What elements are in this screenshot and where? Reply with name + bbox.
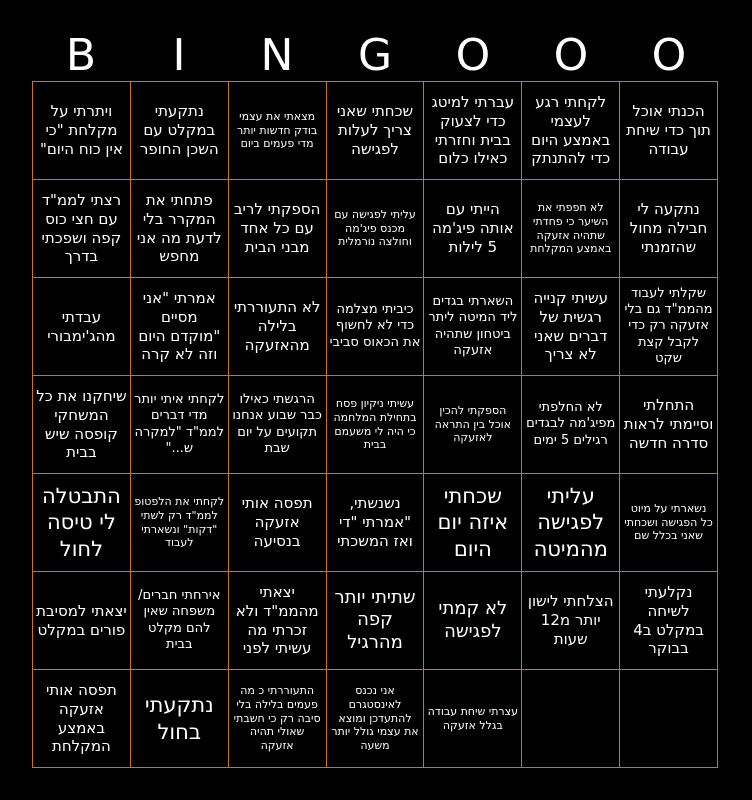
header-letter: O: [651, 30, 687, 81]
bingo-cell[interactable]: תפסה אותי אזעקה בנסיעה: [228, 474, 326, 572]
bingo-cell[interactable]: עשיתי ניקיון פסח בתחילת המלחמה כי היה לי משעמם בבית: [326, 376, 424, 474]
bingo-cell[interactable]: נשנשתי, "אמרתי "די ואז המשכתי: [326, 474, 424, 572]
bingo-cell[interactable]: הכנתי אוכל תוך כדי שיחת עבודה: [619, 82, 717, 180]
bingo-cell[interactable]: התעוררתי כ מה פעמים בלילה בלי סיבה רק כי חשבתי שאולי תהיה אזעקה: [228, 670, 326, 768]
bingo-cell[interactable]: תפסה אותי אזעקה באמצע המקלחת: [32, 670, 130, 768]
bingo-cell-empty[interactable]: [619, 670, 717, 768]
bingo-cell[interactable]: עליתי לפגישה עם מכנס פיג'מה וחולצה נורמלית: [326, 180, 424, 278]
bingo-cell[interactable]: שקלתי לעבוד מהממ"ד גם בלי אזעקה רק כדי לקבל קצת שקט: [619, 278, 717, 376]
bingo-cell[interactable]: התחלתי וסיימתי לראות סדרה חדשה: [619, 376, 717, 474]
bingo-cell[interactable]: לקחתי את הלפטופ לממ"ד רק לשתי "דקות" ונשארתי לעבוד: [130, 474, 228, 572]
bingo-cell[interactable]: כיביתי מצלמה כדי לא לחשוף את הכאוס סביבי: [326, 278, 424, 376]
bingo-cell[interactable]: שכחתי שאני צריך לעלות לפגישה: [326, 82, 424, 180]
bingo-cell[interactable]: יצאתי מהממ"ד ולא זכרתי מה עשיתי לפני: [228, 572, 326, 670]
bingo-cell[interactable]: עשיתי קנייה רגשית של דברים שאני לא צריך: [521, 278, 619, 376]
header-letter: O: [455, 30, 491, 81]
bingo-cell[interactable]: נתקעתי במקלט עם השכן החופר: [130, 82, 228, 180]
bingo-cell[interactable]: אני נכנס לאינסטגרם להתעדכן ומוצא את עצמי גולל יותר משעה: [326, 670, 424, 768]
header-letter: B: [65, 30, 97, 81]
bingo-cell[interactable]: שתיתי יותר קפה מהרגיל: [326, 572, 424, 670]
bingo-cell[interactable]: השארתי בגדים ליד המיטה ליתר ביטחון שתהיה אזעקה: [423, 278, 521, 376]
bingo-cell[interactable]: [521, 670, 619, 768]
bingo-cell[interactable]: לקחתי רגע לעצמי באמצע היום כדי להתנתק: [521, 82, 619, 180]
bingo-cell[interactable]: נתקעה לי חבילה מחול שהזמנתי: [619, 180, 717, 278]
header-letter: O: [553, 30, 589, 81]
bingo-cell[interactable]: לא החלפתי מפיג'מה לבגדים רגילים 5 ימים: [521, 376, 619, 474]
bingo-cell[interactable]: פתחתי את המקרר בלי לדעת מה אני מחפש: [130, 180, 228, 278]
bingo-cell[interactable]: אמרתי "אני מסיים "מוקדם היום וזה לא קרה: [130, 278, 228, 376]
bingo-cell[interactable]: הספקתי לריב עם כל אחד מבני הבית: [228, 180, 326, 278]
bingo-cell[interactable]: לא קמתי לפגישה: [423, 572, 521, 670]
header-letter: G: [357, 30, 393, 81]
bingo-board: [32, 81, 718, 768]
bingo-cell[interactable]: עצרתי שיחת עבודה בגלל אזעקה: [423, 670, 521, 768]
bingo-cell[interactable]: נתקעתי בחול: [130, 670, 228, 768]
bingo-cell[interactable]: עבדתי מהג'ימבורי: [32, 278, 130, 376]
bingo-cell[interactable]: נשארתי על מיוט כל הפגישה ושכחתי שאני בכלל שם: [619, 474, 717, 572]
bingo-cell[interactable]: הצלחתי לישון יותר מ12 שעות: [521, 572, 619, 670]
bingo-cell[interactable]: הספקתי להכין אוכל בין התראה לאזעקה: [423, 376, 521, 474]
bingo-cell[interactable]: הרגשתי כאילו כבר שבוע אנחנו תקועים על יום שבת: [228, 376, 326, 474]
bingo-cell[interactable]: התבטלה לי טיסה לחול: [32, 474, 130, 572]
bingo-cell[interactable]: מצאתי את עצמי בודק חדשות יותר מדי פעמים ביום: [228, 82, 326, 180]
bingo-cell[interactable]: נקלעתי לשיחה במקלט ב4 בבוקר: [619, 572, 717, 670]
bingo-cell[interactable]: לקחתי איתי יותר מדי דברים לממ"ד "למקרה ש...": [130, 376, 228, 474]
bingo-cell[interactable]: יצאתי למסיבת פורים במקלט: [32, 572, 130, 670]
bingo-header: [32, 30, 718, 82]
bingo-cell[interactable]: ויתרתי על מקלחת "כי אין כוח היום": [32, 82, 130, 180]
bingo-cell[interactable]: שיחקנו את כל המשחקי קופסה שיש בבית: [32, 376, 130, 474]
bingo-cell[interactable]: לא חפפתי את השיער כי פחדתי שתהיה אזעקה באמצע המקלחת: [521, 180, 619, 278]
bingo-cell[interactable]: לא התעוררתי בלילה מהאזעקה: [228, 278, 326, 376]
header-letter: I: [172, 30, 186, 81]
bingo-cell[interactable]: עברתי למיטג כדי לצעוק בבית וחזרתי כאילו כלום: [423, 82, 521, 180]
bingo-cell[interactable]: רצתי לממ"ד עם חצי כוס קפה ושפכתי בדרך: [32, 180, 130, 278]
header-letter: N: [260, 30, 294, 81]
bingo-cell[interactable]: שכחתי איזה יום היום: [423, 474, 521, 572]
bingo-cell[interactable]: אירחתי חברים/ משפחה שאין להם מקלט בבית: [130, 572, 228, 670]
bingo-cell[interactable]: הייתי עם אותה פיג'מה 5 לילות: [423, 180, 521, 278]
bingo-cell[interactable]: עליתי לפגישה מהמיטה: [521, 474, 619, 572]
